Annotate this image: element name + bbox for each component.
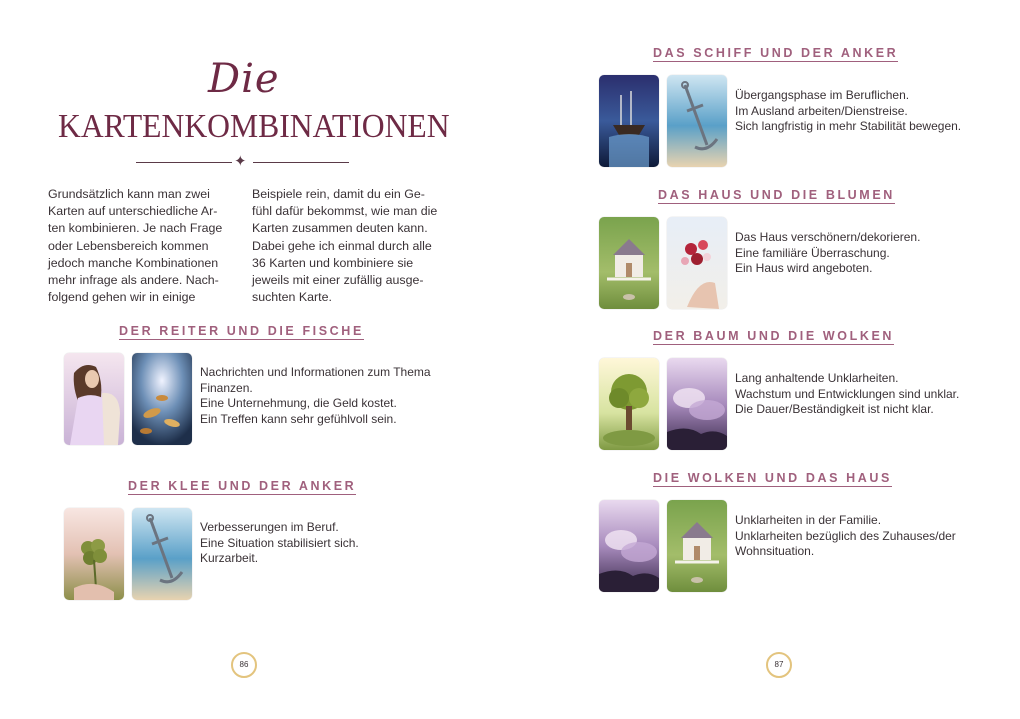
title-divider <box>136 155 349 171</box>
intro-column-1: Grundsätzlich kann man zwei Karten auf unterschiedliche Ar- ten kombinieren. Je nach Frage oder Lebensbereich kommen jedoch manche Kombinationen mehr infrage als andere. Nach- folgend gehen wir in einige <box>48 187 223 305</box>
house-card <box>599 217 659 309</box>
anchor-card-2 <box>667 75 727 167</box>
page-number-left: 86 <box>231 652 257 678</box>
anchor-card <box>132 508 192 600</box>
section-text-wolken-haus: Unklarheiten in der Familie. Unklarheiten bezüglich des Zuhauses/der Wohnsituation. <box>735 513 956 558</box>
clover-card <box>64 508 124 600</box>
house-card-2 <box>667 500 727 592</box>
fish-card <box>132 353 192 445</box>
section-heading-wolken-haus: DIE WOLKEN UND DAS HAUS <box>653 471 892 485</box>
page-number-right: 87 <box>766 652 792 678</box>
page-title: KARTENKOMBINATIONEN <box>58 108 450 145</box>
tree-card <box>599 358 659 450</box>
section-heading-schiff-anker: DAS SCHIFF UND DER ANKER <box>653 46 899 60</box>
section-heading-baum-wolken: DER BAUM UND DIE WOLKEN <box>653 329 895 343</box>
clouds-card <box>667 358 727 450</box>
right-page <box>510 0 1020 719</box>
ship-card <box>599 75 659 167</box>
rider-card <box>64 353 124 445</box>
title-die: Die <box>208 56 280 102</box>
section-text-haus-blumen: Das Haus verschönern/dekorieren. Eine familiäre Überraschung. Ein Haus wird angeboten. <box>735 230 921 275</box>
sparkle-icon: ✦ <box>234 153 247 170</box>
section-text-reiter-fische: Nachrichten und Informationen zum Thema Finanzen. Eine Unternehmung, die Geld kostet. Ein Treffen kann sehr gefühlvoll sein. <box>200 365 431 426</box>
section-text-baum-wolken: Lang anhaltende Unklarheiten. Wachstum und Entwicklungen sind unklar. Die Dauer/Beständigkeit ist nicht klar. <box>735 371 960 416</box>
section-heading-reiter-fische: DER REITER UND DIE FISCHE <box>119 324 364 338</box>
section-text-klee-anker: Verbesserungen im Beruf. Eine Situation stabilisiert sich. Kurzarbeit. <box>200 520 359 565</box>
section-heading-haus-blumen: DAS HAUS UND DIE BLUMEN <box>658 188 895 202</box>
clouds-card-2 <box>599 500 659 592</box>
section-heading-klee-anker: DER KLEE UND DER ANKER <box>128 479 357 493</box>
intro-column-2: Beispiele rein, damit du ein Ge- fühl dafür bekommst, wie man die Karten zusammen deuten kann. Dabei gehe ich einmal durch alle 36 Karten und kombiniere sie jeweils mit einer zufällig ausge- suchten Karte. <box>252 187 438 305</box>
section-text-schiff-anker: Übergangsphase im Beruflichen. Im Ausland arbeiten/Dienstreise. Sich langfristig in mehr Stabilität bewegen. <box>735 88 962 133</box>
flowers-card <box>667 217 727 309</box>
